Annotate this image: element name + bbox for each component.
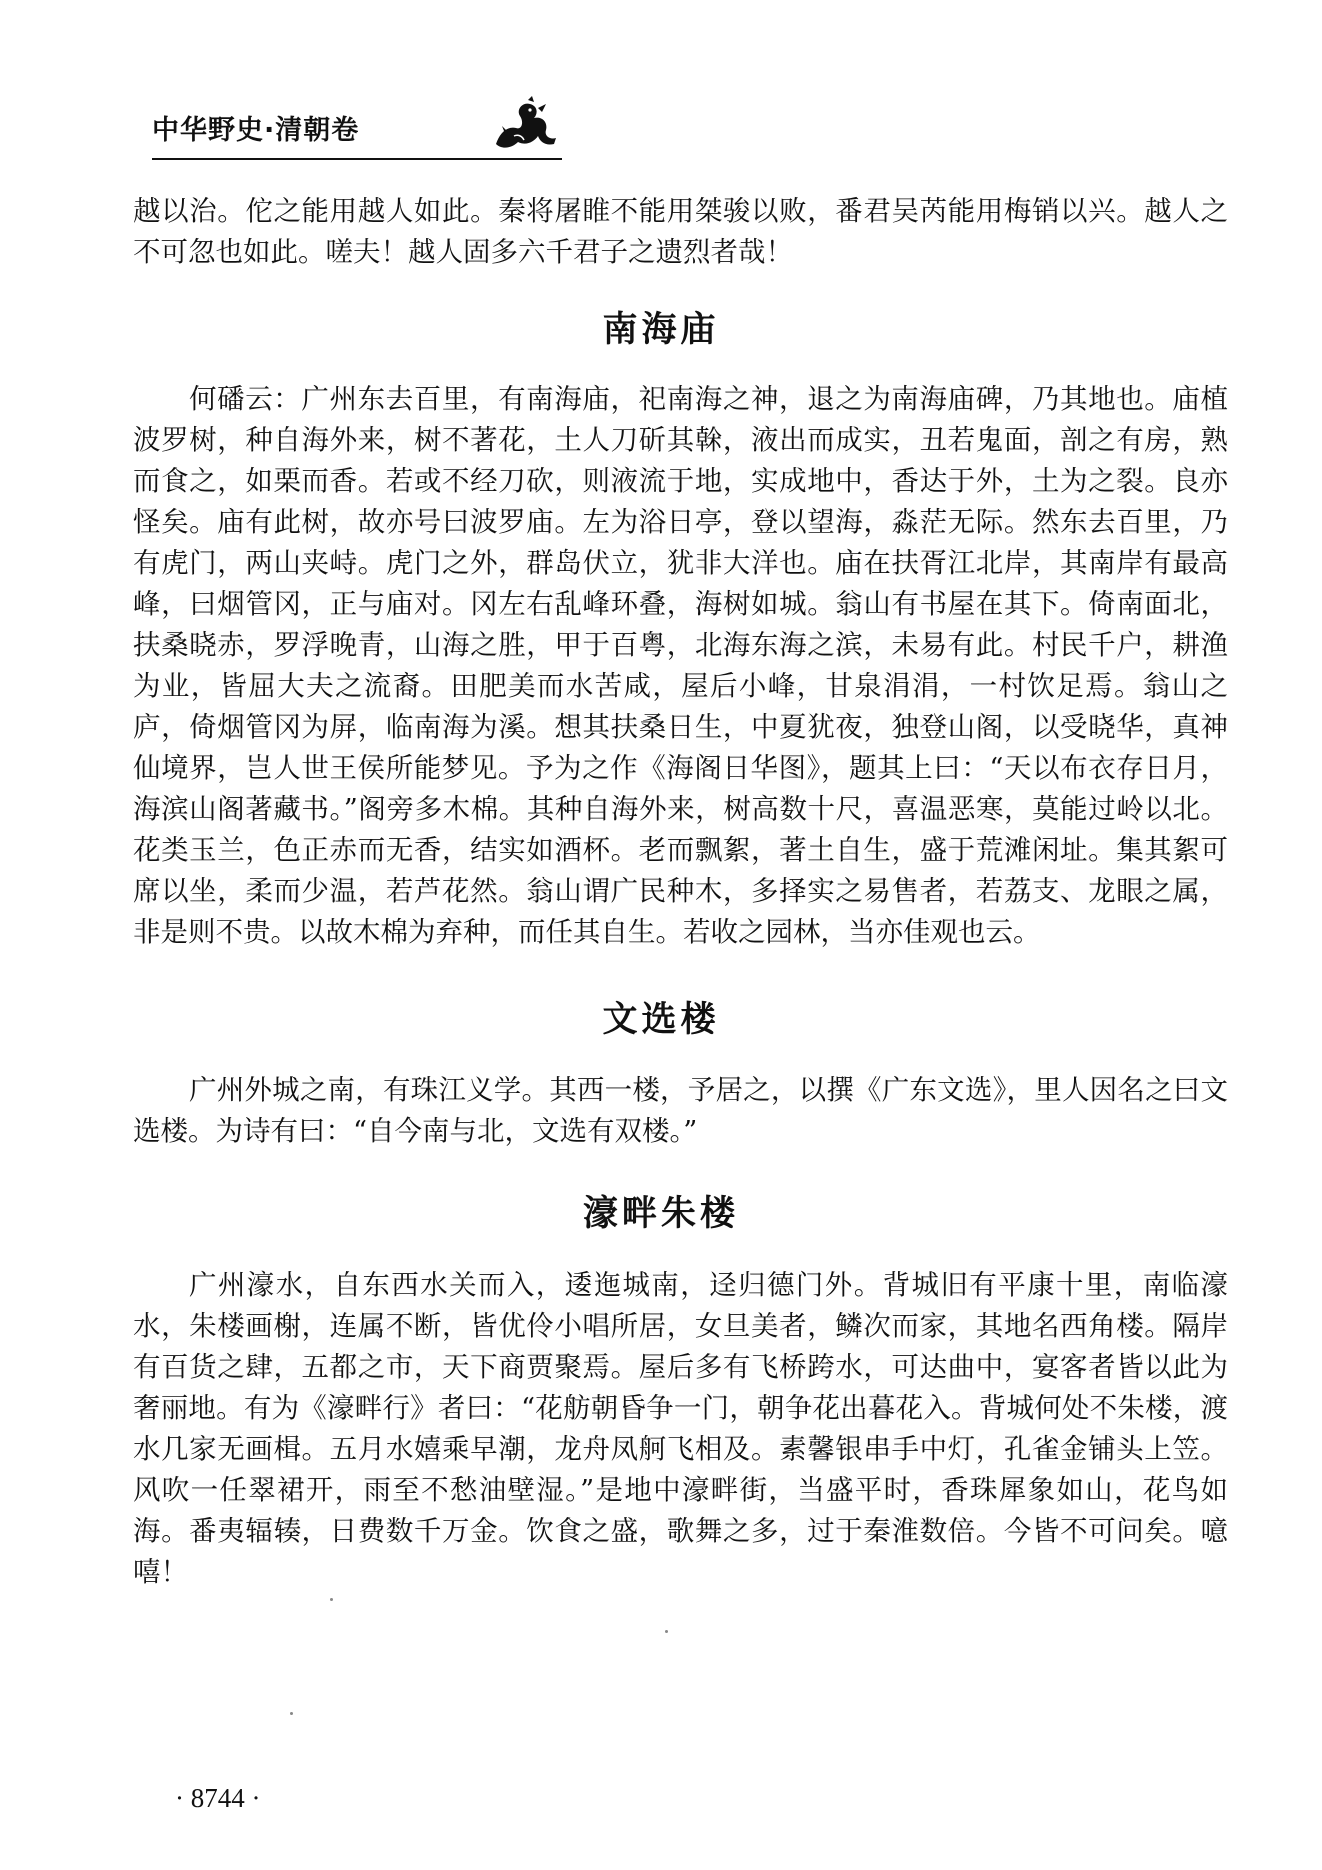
scan-speck xyxy=(665,1630,668,1633)
book-title: 中华野史·清朝卷 xyxy=(152,115,360,146)
continued-paragraph: 越以治。佗之能用越人如此。秦将屠睢不能用桀骏以败，番君吴芮能用梅销以兴。越人之不可忽也如此。嗟夫！越人固多六千君子之遗烈者哉！ xyxy=(133,195,1228,268)
section-body-nanhai-temple: 何磻云：广州东去百里，有南海庙，祀南海之神，退之为南海庙碑，乃其地也。庙植波罗树，种自海外来，树不著花，土人刀斫其榦，液出而成实，丑若鬼面，剖之有房，熟而食之，如栗而香。若或不经刀砍，则液流于地，实成地中，香达于外，土为之裂。良亦怪矣。庙有此树，故亦号曰波罗庙。左为浴日亭，登以望海，淼茫无际。然东去百里，乃有虎门，两山夹峙。虎门之外，群岛伏立，犹非大洋也。庙在扶胥江北岸，其南岸有最高峰，曰烟管冈，正与庙对。冈左右乱峰环叠，海树如城。翁山有书屋在其下。倚南面北，扶桑晓赤，罗浮晚青，山海之胜，甲于百粤，北海东海之滨，未易有此。村民千户，耕渔为业，皆屈大夫之流裔。田肥美而水苦咸，屋后小峰，甘泉涓涓，一村饮足焉。翁山之庐，倚烟管冈为屏，临南海为溪。想其扶桑日生，中夏犹夜，独登山阁，以受晓华，真神仙境界，岂人世王侯所能梦见。予为之作《海阁日华图》，题其上曰：“天以布衣存日月，海滨山阁著藏书。”阁旁多木棉。其种自海外来，树高数十尺，喜温恶寒，莫能过岭以北。花类玉兰，色正赤而无香，结实如酒杯。老而飘絮，著土自生，盛于荒滩闲址。集其絮可席以坐，柔而少温，若芦花然。翁山谓广民种木，多择实之易售者，若荔支、龙眼之属，非是则不贵。以故木棉为弃种，而任其自生。若收之园林，当亦佳观也云。 xyxy=(133,383,1228,948)
scan-speck xyxy=(290,1712,293,1715)
scan-speck xyxy=(330,1598,333,1601)
section-heading-wenxuan-tower: 文选楼 xyxy=(602,999,720,1040)
section-body-wenxuan-tower: 广州外城之南，有珠江义学。其西一楼，予居之，以撰《广东文选》，里人因名之曰文选楼。为诗有曰：“自今南与北，文选有双楼。” xyxy=(133,1074,1228,1147)
header-rule xyxy=(152,158,562,160)
running-header xyxy=(152,96,562,160)
section-body-haopan-towers: 广州濠水，自东西水关而入，逶迤城南，迳归德门外。背城旧有平康十里，南临濠水，朱楼画榭，连属不断，皆优伶小唱所居，女旦美者，鳞次而家，其地名西角楼。隔岸有百货之肆，五都之市，天下商贾聚焉。屋后多有飞桥跨水，可达曲中，宴客者皆以此为奢丽地。有为《濠畔行》者曰：“花舫朝昏争一门，朝争花出暮花入。背城何处不朱楼，渡水几家无画楫。五月水嬉乘早潮，龙舟凤舸飞相及。素馨银串手中灯，孔雀金铺头上笠。风吹一任翠裙开，雨至不愁油壁湿。”是地中濠畔街，当盛平时，香珠犀象如山，花鸟如海。番夷辐辏，日费数千万金。饮食之盛，歌舞之多，过于秦淮数倍。今皆不可问矣。噫嘻！ xyxy=(133,1269,1228,1588)
dragon-emblem-icon xyxy=(488,96,562,152)
section-heading-haopan-towers: 濠畔朱楼 xyxy=(582,1193,739,1234)
section-heading-nanhai-temple: 南海庙 xyxy=(602,309,720,350)
page-number: · 8744 · xyxy=(175,1783,261,1813)
